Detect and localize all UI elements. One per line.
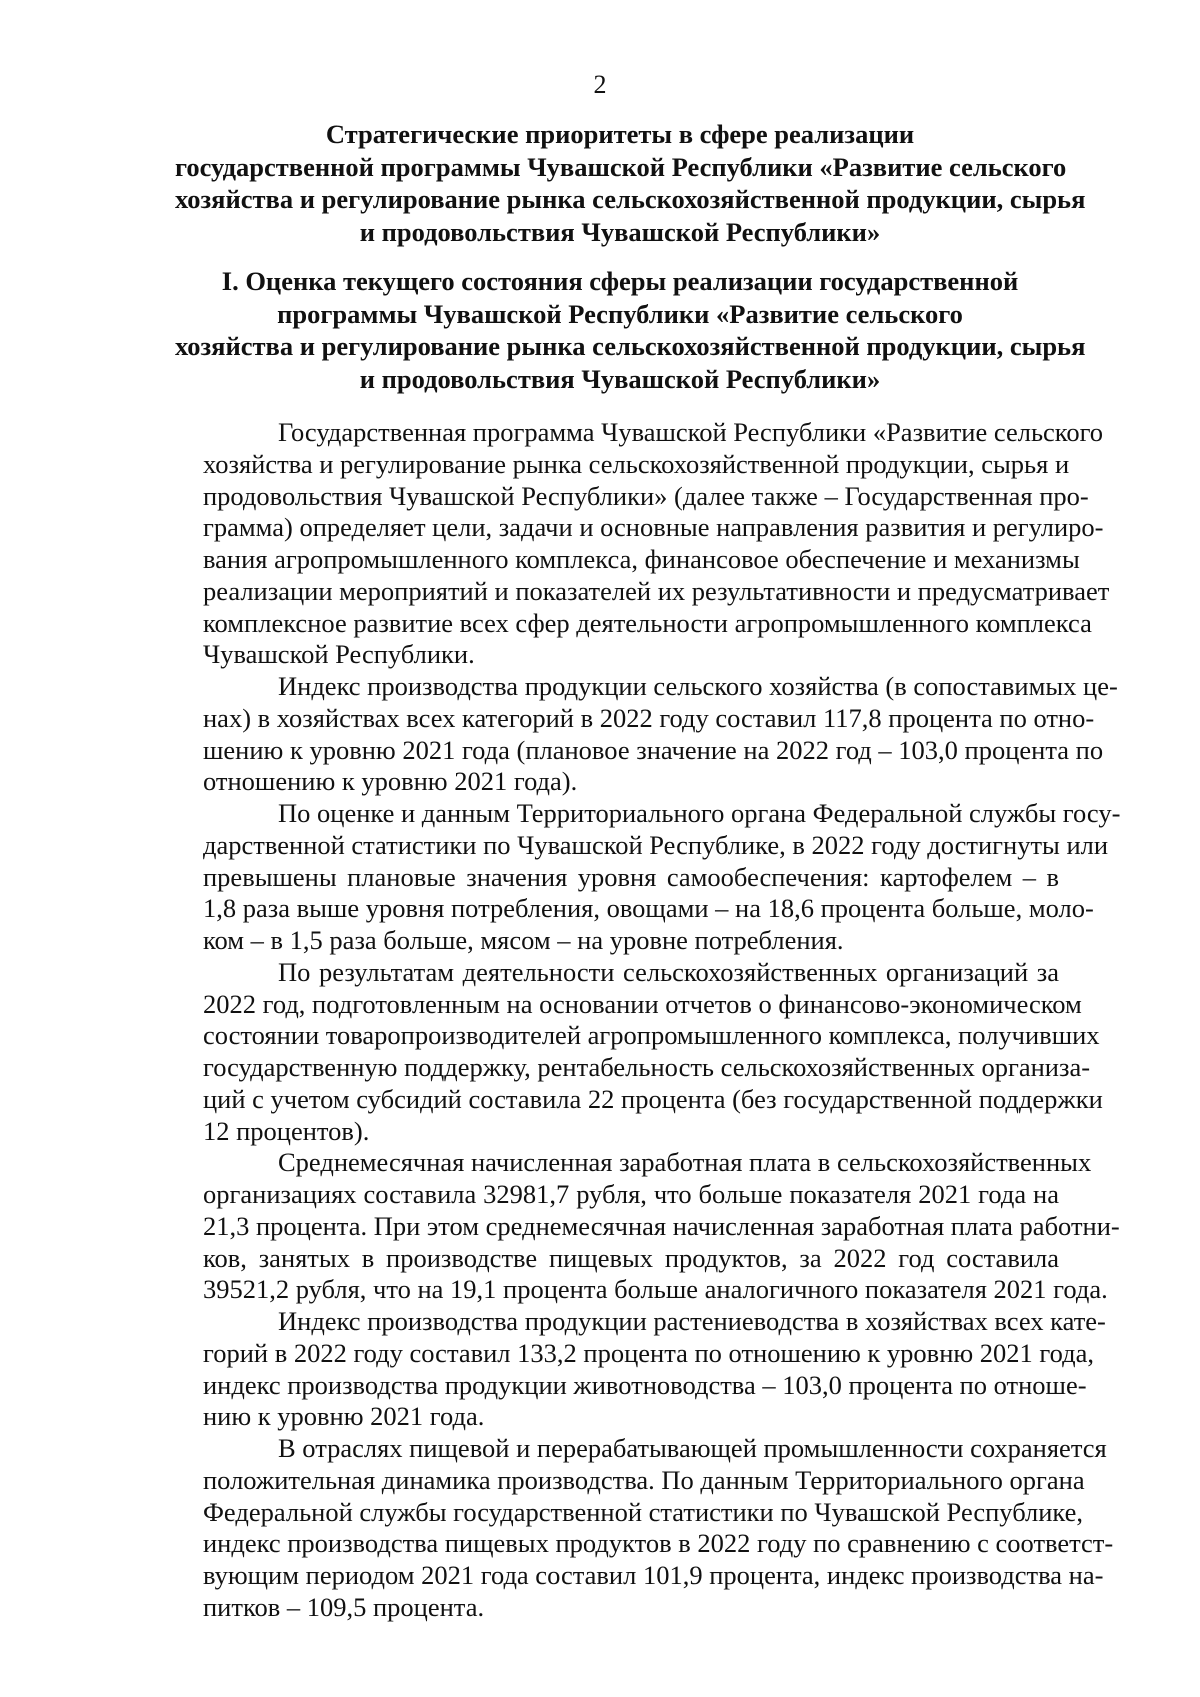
paragraph-line: Федеральной службы государственной статистики по Чувашской Республике, <box>203 1496 1084 1527</box>
paragraph-line: комплексное развитие всех сфер деятельности агропромышленного комплекса <box>203 607 1092 638</box>
paragraph <box>203 417 1110 671</box>
paragraph-line: По оценке и данным Территориального органа Федеральной службы госу- <box>278 798 1121 828</box>
section-heading-line: и продовольствия Чувашской Республики» <box>359 363 881 394</box>
title-line: государственной программы Чувашской Республики «Развитие сельского <box>175 151 1067 182</box>
paragraph-line: организациях составила 32981,7 рубля, что больше показателя 2021 года на <box>203 1179 1059 1209</box>
paragraph-line: нах) в хозяйствах всех категорий в 2022 году составил 117,8 процента по отно- <box>203 702 1095 733</box>
title-line: и продовольствия Чувашской Республики» <box>359 216 881 247</box>
title-line: Стратегические приоритеты в сфере реализации <box>325 119 915 149</box>
paragraph-line: отношению к уровню 2021 года). <box>203 766 578 797</box>
paragraph <box>203 1433 1114 1624</box>
paragraph-line: питков – 109,5 процента. <box>203 1591 485 1622</box>
paragraph-line: По результатам деятельности сельскохозяйственных организаций за <box>278 956 1059 987</box>
paragraph-line: состоянии товаропроизводителей агропромышленного комплекса, получивших <box>203 1020 1100 1051</box>
paragraph-line: ций с учетом субсидий составила 22 процента (без государственной поддержки <box>203 1083 1103 1114</box>
section-heading-line: программы Чувашской Республики «Развитие сельского <box>277 298 963 329</box>
page-number: 2 <box>593 70 607 99</box>
paragraph <box>203 798 1121 957</box>
paragraph-line: индекс производства пищевых продуктов в 2022 году по сравнению с соответст- <box>203 1528 1114 1559</box>
paragraph-line: государственную поддержку, рентабельность сельскохозяйственных организа- <box>203 1052 1091 1082</box>
paragraph-line: Среднемесячная начисленная заработная плата в сельскохозяйственных <box>278 1147 1092 1178</box>
paragraph <box>203 1147 1120 1306</box>
paragraph-line: ков, занятых в производстве пищевых продуктов, за 2022 год составила <box>203 1242 1059 1273</box>
paragraph-line: Индекс производства продукции сельского хозяйства (в сопоставимых це- <box>278 671 1118 701</box>
paragraph-line: реализации мероприятий и показателей их результативности и предусматривает <box>203 575 1110 606</box>
paragraph-line: положительная динамика производства. По данным Территориального органа <box>203 1464 1085 1495</box>
paragraph-line: горий в 2022 году составил 133,2 процента по отношению к уровню 2021 года, <box>203 1337 1094 1368</box>
paragraph-line: ком – в 1,5 раза больше, мясом – на уровне потребления. <box>203 925 844 955</box>
paragraph-line: вующим периодом 2021 года составил 101,9 процента, индекс производства на- <box>203 1560 1104 1590</box>
paragraph-line: 39521,2 рубля, что на 19,1 процента больше аналогичного показателя 2021 года. <box>203 1274 1108 1305</box>
paragraph-line: Индекс производства продукции растениеводства в хозяйствах всех кате- <box>278 1306 1106 1336</box>
section-heading-line: хозяйства и регулирование рынка сельскохозяйственной продукции, сырья <box>175 331 1086 361</box>
section-heading-line: I. Оценка текущего состояния сферы реализации государственной <box>221 266 1019 296</box>
paragraph <box>203 1306 1106 1433</box>
body-text <box>203 417 1121 1624</box>
paragraph-line: 2022 год, подготовленным на основании отчетов о финансово-экономическом <box>203 988 1082 1019</box>
paragraph-line: нию к уровню 2021 года. <box>203 1401 485 1432</box>
section-heading <box>175 265 1086 395</box>
paragraph-line: грамма) определяет цели, задачи и основные направления развития и регулиро- <box>203 512 1104 543</box>
paragraph-line: превышены плановые значения уровня самообеспечения: картофелем – в <box>203 861 1059 892</box>
paragraph <box>203 956 1103 1148</box>
paragraph-line: продовольствия Чувашской Республики» (далее также – Государственная про- <box>203 480 1089 511</box>
paragraph-line: 21,3 процента. При этом среднемесячная начисленная заработная плата работни- <box>203 1210 1120 1241</box>
paragraph-line: индекс производства продукции животноводства – 103,0 процента по отноше- <box>203 1369 1087 1400</box>
document-title <box>175 118 1086 248</box>
paragraph-line: вания агропромышленного комплекса, финансовое обеспечение и механизмы <box>203 544 1080 574</box>
paragraph-line: Чувашской Республики. <box>203 639 475 670</box>
paragraph-line: дарственной статистики по Чувашской Республике, в 2022 году достигнуты или <box>203 829 1109 860</box>
paragraph-line: 12 процентов). <box>203 1115 370 1146</box>
paragraph-line: Государственная программа Чувашской Республики «Развитие сельского <box>278 417 1104 447</box>
paragraph-line: 1,8 раза выше уровня потребления, овощами – на 18,6 процента больше, моло- <box>203 893 1094 924</box>
paragraph <box>203 671 1118 798</box>
paragraph-line: хозяйства и регулирование рынка сельскохозяйственной продукции, сырья и <box>203 448 1070 479</box>
paragraph-line: В отраслях пищевой и перерабатывающей промышленности сохраняется <box>278 1433 1107 1463</box>
paragraph-line: шению к уровню 2021 года (плановое значение на 2022 год – 103,0 процента по <box>203 734 1104 765</box>
title-line: хозяйства и регулирование рынка сельскохозяйственной продукции, сырья <box>175 184 1086 214</box>
